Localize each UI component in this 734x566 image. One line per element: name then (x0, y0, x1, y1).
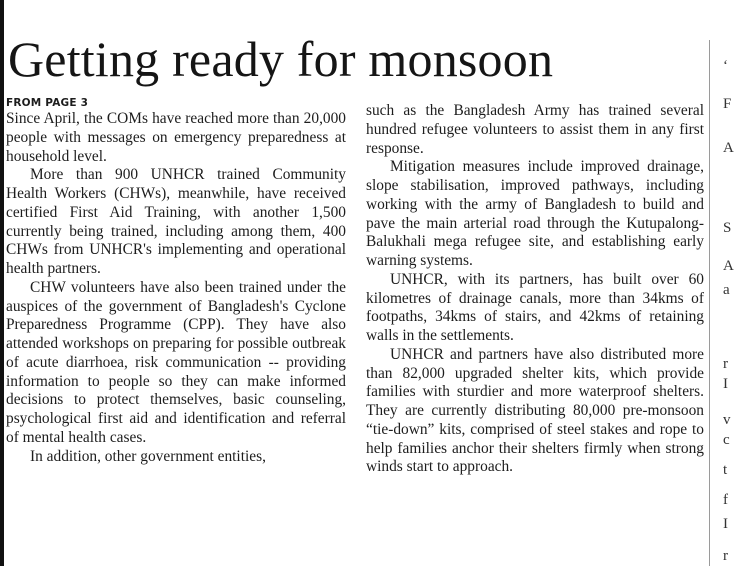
edge-fragment: ‘ (723, 58, 728, 74)
edge-fragment: I (723, 516, 728, 532)
paragraph: In addition, other government entities, (30, 447, 266, 465)
headline: Getting ready for monsoon (8, 31, 554, 87)
edge-fragment: A (723, 140, 734, 156)
edge-fragment: F (723, 96, 732, 112)
article-column-1 (6, 97, 346, 466)
paragraph: Mitigation measures include improved drainage, slope stabilisation, improved pathways, including working with the army of Bangladesh to build and pave the main arterial road through the Kutupalong-Balukhali mega refugee site, and establishing early warning systems. (366, 158, 704, 269)
kicker-from-page: FROM PAGE 3 (6, 97, 89, 109)
paragraph: CHW volunteers have also been trained under the auspices of the government of Bangladesh's Cyclone Preparedness Programme (CPP). They have also attended workshops on preparing for possible outbreak of acute diarrhoea, risk communication -- providing information to people so they can make informed decisions to protect themselves, basic counseling, psychological first aid and identification and referral of mental health cases. (6, 278, 346, 446)
paragraph: Since April, the COMs have reached more than 20,000 people with messages on emergency preparedness at household level. (6, 110, 346, 165)
left-column-rule (0, 0, 4, 566)
edge-fragment: A (723, 258, 734, 274)
paragraph: such as the Bangladesh Army has trained several hundred refugee volunteers to assist them in any first response. (366, 102, 704, 157)
edge-fragment: a (723, 282, 730, 298)
edge-fragment: r (723, 356, 728, 372)
edge-fragment: t (723, 462, 728, 478)
adjacent-article-edge (713, 0, 734, 566)
edge-fragment: S (723, 220, 732, 236)
paragraph: More than 900 UNHCR trained Community Health Workers (CHWs), meanwhile, have received certified First Aid Training, with another 1,500 currently being trained, including among them, 400 CHWs from UNHCR's implementing and operational health partners. (6, 166, 346, 277)
paragraph: UNHCR, with its partners, has built over 60 kilometres of drainage canals, more than 34kms of footpaths, 34kms of stairs, and 42kms of retaining walls in the settlements. (366, 270, 704, 344)
column-divider (709, 40, 710, 566)
article-column-2 (366, 102, 704, 477)
edge-fragment: r (723, 548, 728, 564)
edge-fragment: f (723, 492, 728, 508)
edge-fragment: v (723, 412, 731, 428)
edge-fragment: c (723, 432, 730, 448)
edge-fragment: I (723, 376, 728, 392)
paragraph: UNHCR and partners have also distributed more than 82,000 upgraded shelter kits, which provide families with sturdier and more waterproof shelters. They are currently distributing 80,000 pre-monsoon “tie-down” kits, comprised of steel stakes and rope to help families anchor their shelters firmly when strong winds start to approach. (366, 345, 704, 476)
